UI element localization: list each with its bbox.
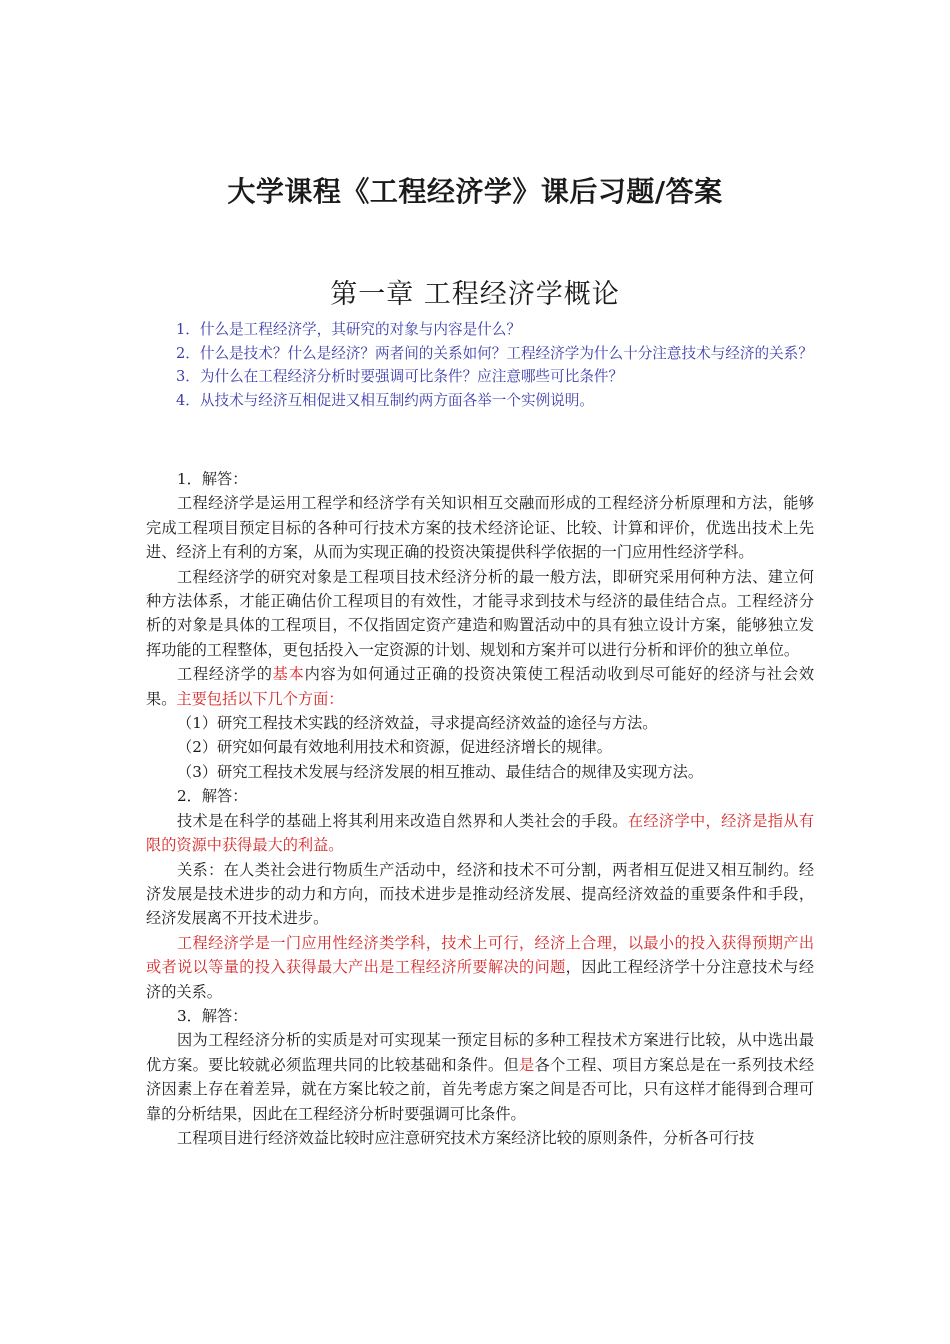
question-item: 4．从技术与经济互相促进又相互制约两方面各举一个实例说明。 xyxy=(176,391,594,409)
document-title: 大学课程《工程经济学》课后习题/答案 xyxy=(227,175,723,208)
text-run: ，因此工程经济学十分注意技术与经济的关系。 xyxy=(146,958,815,1001)
answer-1-paragraph-3 xyxy=(146,662,814,711)
chapter-heading: 第一章 工程经济学概论 xyxy=(330,279,620,310)
answer-1-heading: 1．解答： xyxy=(177,470,248,488)
highlight-text: 在经济学中，经济是指从有限的资源中获得最大的利益。 xyxy=(146,811,815,855)
question-item: 1．什么是工程经济学，其研究的对象与内容是什么？ xyxy=(176,321,521,338)
highlight-text: 主要包括以下几个方面： xyxy=(176,689,344,708)
text-run: 工程经济学的 xyxy=(177,665,273,684)
question-item: 3．为什么在工程经济分析时要强调可比条件？应注意哪些可比条件？ xyxy=(176,368,624,386)
highlight-text: 工程经济学是一门应用性经济类学科，技术上可行，经济上合理，以最小的投入获得预期产出或者说以等量的投入获得最大产出是工程经济所要解决的问题 xyxy=(146,933,814,977)
text-run: 内容为如何通过正确的投资决策使工程活动收到尽可能好的经济与社会效果。 xyxy=(146,665,815,708)
answer-2-paragraph-3 xyxy=(146,931,814,1004)
highlight-text: 基本 xyxy=(272,665,305,684)
answer-2-paragraph-2: 关系：在人类社会进行物质生产活动中，经济和技术不可分割，两者相互促进又相互制约。经济发展是技术进步的动力和方向，而技术进步是推动经济发展、提高经济效益的重要条件和手段，经济发展离不开技术进步。 xyxy=(146,860,814,928)
text-run: 因为工程经济分析的实质是对可实现某一预定目标的多种工程技术方案进行比较，从中选出最优方案。要比较就必须监理共同的比较基础和条件。但 xyxy=(146,1031,814,1074)
answer-section xyxy=(146,467,814,1150)
answer-3-heading: 3．解答： xyxy=(177,1006,248,1025)
answer-3-paragraph-2: 工程项目进行经济效益比较时应注意研究技术方案经济比较的原则条件，分析各可行技 xyxy=(177,1128,755,1147)
highlight-text: 是 xyxy=(519,1055,535,1074)
answer-1-paragraph-2: 工程经济学的研究对象是工程项目技术经济分析的最一般方法，即研究采用何种方法、建立何种方法体系，才能正确估价工程项目的有效性，才能寻求到技术与经济的最佳结合点。工程经济分析的对象是具体的工程项目，不仅指固定资产建造和购置活动中的具有独立设计方案，能够独立发挥功能的工程整体，更包括投入一定资源的计划、规划和方案并可以进行分析和评价的独立单位。 xyxy=(146,567,814,659)
list-item: （2）研究如何最有效地利用技术和资源，促进经济增长的规律。 xyxy=(177,738,612,757)
question-item: 2．什么是技术？什么是经济？两者间的关系如何？工程经济学为什么十分注意技术与经济的关系？ xyxy=(176,344,813,362)
question-list xyxy=(146,318,814,412)
answer-2-paragraph-1 xyxy=(146,809,814,858)
list-item: （3）研究工程技术发展与经济发展的相互推动、最佳结合的规律及实现方法。 xyxy=(177,762,704,781)
answer-2-heading: 2．解答： xyxy=(177,787,248,806)
list-item: （1）研究工程技术实践的经济效益，寻求提高经济效益的途径与方法。 xyxy=(177,714,658,733)
answer-1-paragraph-1: 工程经济学是运用工程学和经济学有关知识相互交融而形成的工程经济分析原理和方法，能够完成工程项目预定目标的各种可行技术方案的技术经济论证、比较、计算和评价，优选出技术上先进、经济上有利的方案，从而为实现正确的投资决策提供科学依据的一门应用性经济学科。 xyxy=(146,494,814,562)
answer-3-paragraph-1 xyxy=(146,1028,814,1126)
text-run: 各个工程、项目方案总是在一系列技术经济因素上存在着差异，就在方案比较之前，首先考虑方案之间是否可比，只有这样才能得到合理可靠的分析结果，因此在工程经济分析时要强调可比条件。 xyxy=(146,1055,815,1123)
text-run: 技术是在科学的基础上将其利用来改造自然界和人类社会的手段。 xyxy=(177,811,628,830)
